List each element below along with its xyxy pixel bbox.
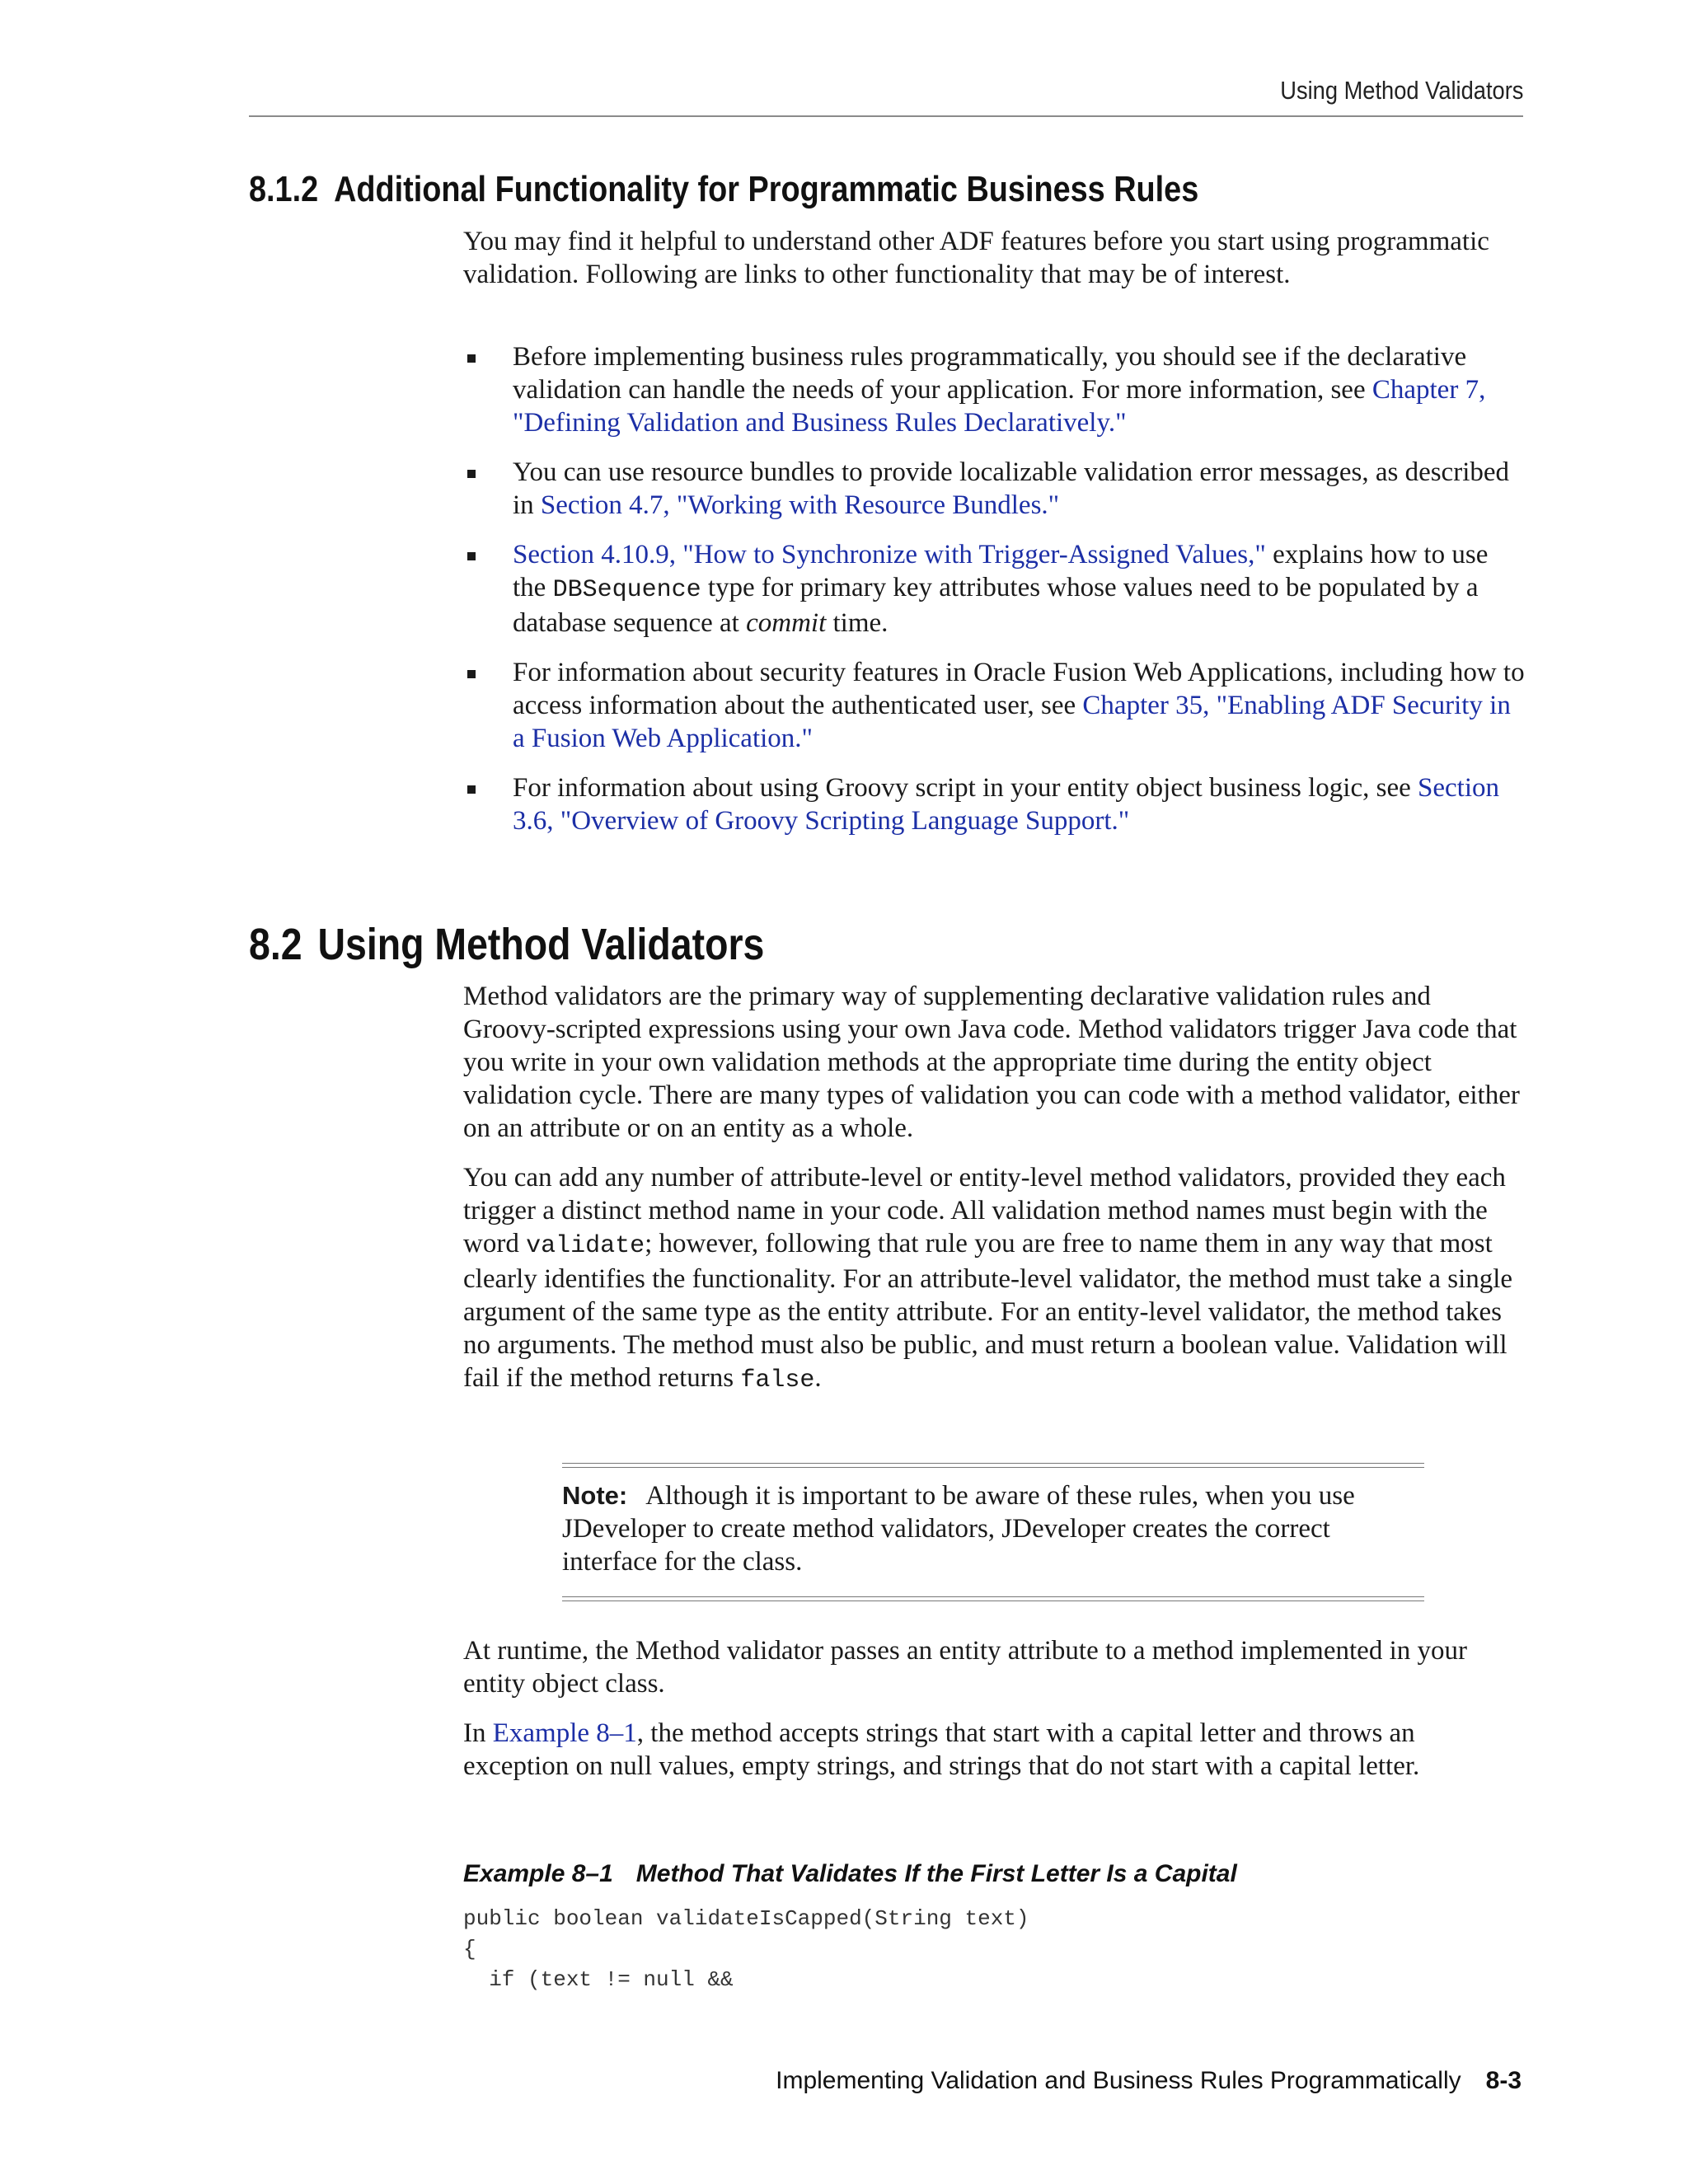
list-item: Section 4.10.9, "How to Synchronize with Trigger-Assigned Values," explains how to use the DBSequence type for primary key attributes whose values need to be populated by a database sequence at commit time. bbox=[463, 538, 1526, 640]
header-rule bbox=[249, 115, 1523, 117]
list-item: For information about using Groovy script in your entity object business logic, see Section 3.6, "Overview of Groovy Scripting Language Support." bbox=[463, 771, 1526, 837]
list-item: For information about security features in Oracle Fusion Web Applications, including how to access information about the authenticated user, see Chapter 35, "Enabling ADF Security in a Fusion Web Application." bbox=[463, 656, 1526, 755]
runtime-paragraph: At runtime, the Method validator passes an entity attribute to a method implemented in your entity object class. bbox=[463, 1636, 1467, 1699]
link-section-4-10-9[interactable]: Section 4.10.9, "How to Synchronize with Trigger-Assigned Values," bbox=[513, 540, 1266, 569]
bullet-square-icon bbox=[467, 785, 476, 794]
section-title: Additional Functionality for Programmatic Business Rules bbox=[334, 169, 1199, 209]
method-validators-paragraph: Method validators are the primary way of supplementing declarative validation rules and Groovy-scripted expressions using your own Java code. Method validators trigger Java code that you write in your own validation methods at the appropriate time during the entity object validation cycle. There are many types of validation you can code with a method validator, either on an attribute or on an entity as a whole. bbox=[463, 982, 1520, 1143]
example-number: Example 8–1 bbox=[463, 1860, 613, 1887]
example-caption bbox=[463, 1860, 1237, 1888]
example-title: Method That Validates If the First Letter Is a Capital bbox=[635, 1860, 1237, 1887]
bullet-square-icon bbox=[467, 552, 476, 560]
inline-code: false bbox=[740, 1366, 815, 1394]
list-item: You can use resource bundles to provide localizable validation error messages, as described in Section 4.7, "Working with Resource Bundles." bbox=[463, 456, 1526, 522]
bullet-square-icon bbox=[467, 470, 476, 478]
link-chapter-7[interactable]: Chapter 7, "Defining Validation and Business Rules Declaratively." bbox=[513, 375, 1486, 438]
link-chapter-35[interactable]: Chapter 35, "Enabling ADF Security in a Fusion Web Application." bbox=[513, 691, 1511, 753]
note-rule-top bbox=[562, 1463, 1424, 1468]
intro-paragraph: You may find it helpful to understand other ADF features before you start using programmatic validation. Following are links to other functionality that may be of interest. bbox=[463, 227, 1489, 289]
section-heading-8-2 bbox=[249, 919, 764, 970]
note-rule-bottom bbox=[562, 1596, 1424, 1601]
bullet-square-icon bbox=[467, 354, 476, 363]
note-label: Note: bbox=[562, 1481, 628, 1510]
note-text: Although it is important to be aware of these rules, when you use JDeveloper to create method validators, JDeveloper creates the correct interface for the class. bbox=[562, 1481, 1355, 1577]
bullet-square-icon bbox=[467, 670, 476, 678]
related-functionality-list bbox=[463, 340, 1526, 854]
section-number: 8.1.2 bbox=[249, 169, 319, 209]
link-section-3-6[interactable]: Section 3.6, "Overview of Groovy Scripting Language Support." bbox=[513, 773, 1499, 836]
link-section-4-7[interactable]: Section 4.7, "Working with Resource Bundles." bbox=[540, 490, 1060, 520]
section-heading-8-1-2 bbox=[249, 169, 1198, 210]
footer-title: Implementing Validation and Business Rules Programmatically bbox=[776, 2067, 1461, 2094]
page-number: 8-3 bbox=[1485, 2067, 1522, 2094]
code-listing: public boolean validateIsCapped(String text) { if (text != null && bbox=[463, 1906, 1029, 1992]
inline-code: validate bbox=[526, 1232, 645, 1260]
list-item: Before implementing business rules programmatically, you should see if the declarative validation can handle the needs of your application. For more information, see Chapter 7, "Defining Validation and Business Rules Declaratively." bbox=[463, 340, 1526, 439]
page-footer bbox=[776, 2067, 1522, 2095]
section-number: 8.2 bbox=[249, 920, 302, 969]
validator-rules-paragraph: You can add any number of attribute-level or entity-level method validators, provided they each trigger a distinct method name in your code. All validation method names must begin with the word validate; however, following that rule you are free to name them in any way that most clearly identifies the functionality. For an attribute-level validator, the method must take a single argument of the same type as the entity attribute. For an entity-level validator, the method takes no arguments. The method must also be public, and must return a boolean value. Validation will fail if the method returns false. bbox=[463, 1163, 1513, 1394]
inline-code: DBSequence bbox=[552, 576, 701, 604]
note-box bbox=[562, 1463, 1424, 1601]
section-title: Using Method Validators bbox=[317, 920, 765, 969]
running-head: Using Method Validators bbox=[1279, 76, 1523, 105]
link-example-8-1[interactable]: Example 8–1 bbox=[492, 1718, 637, 1748]
example-intro-paragraph: In Example 8–1, the method accepts strings that start with a capital letter and throws an exception on null values, empty strings, and strings that do not start with a capital letter. bbox=[463, 1718, 1420, 1781]
